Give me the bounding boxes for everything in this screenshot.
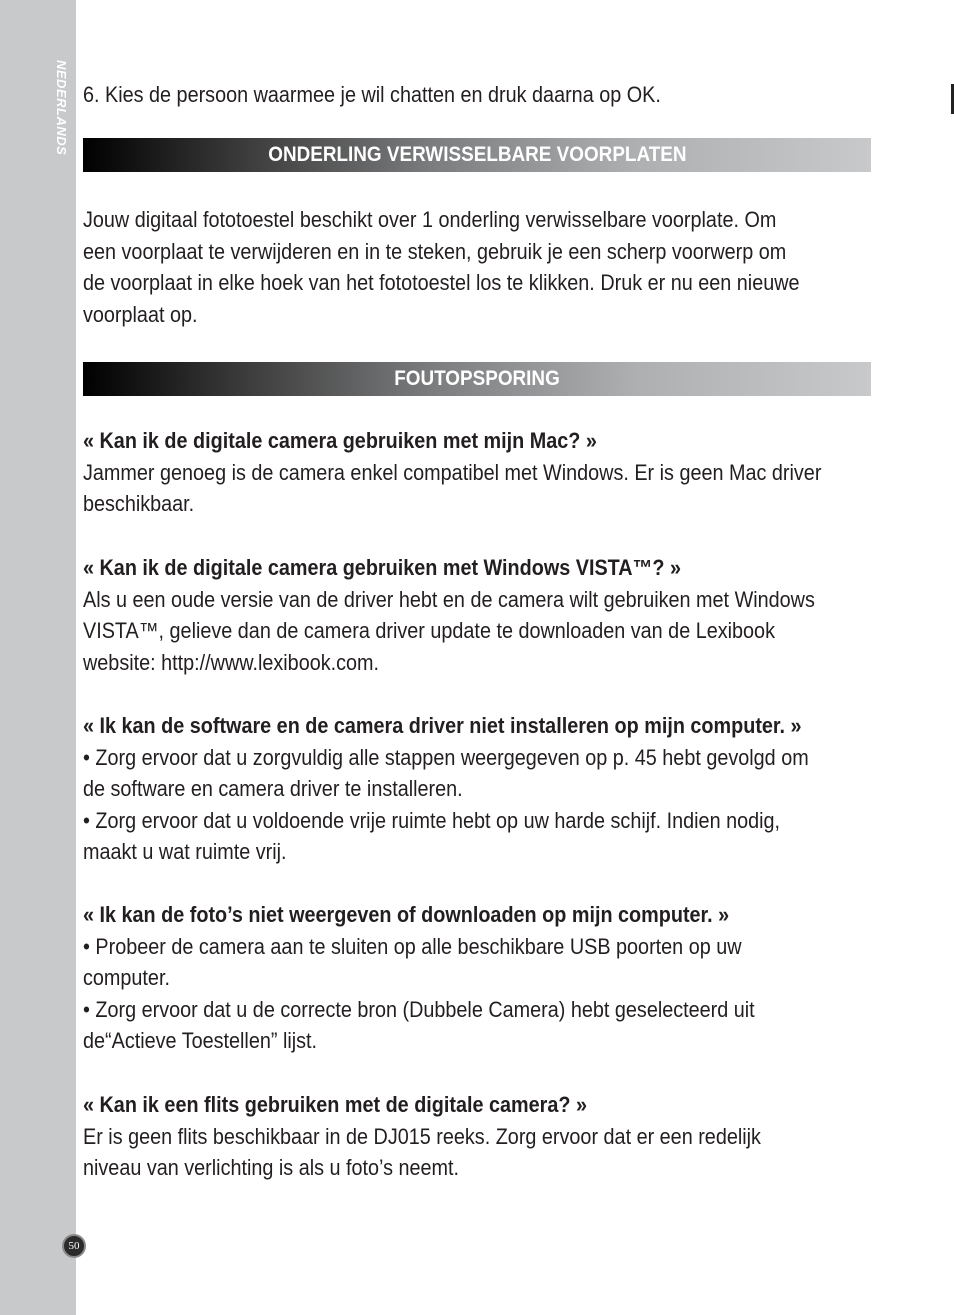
faq-item-install <box>83 710 873 868</box>
faq-question: « Ik kan de foto’s niet weergeven of downloaden op mijn computer. » <box>83 902 730 927</box>
faq-answer-line: website: http://www.lexibook.com. <box>83 649 380 675</box>
body-line: de voorplaat in elke hoek van het fototoestel los te klikken. Druk er nu een nieuwe <box>83 270 800 295</box>
faq-item-mac <box>83 425 873 520</box>
faq-answer-line: de software en camera driver te installeren. <box>83 776 463 801</box>
body-line: Jouw digitaal fototoestel beschikt over 1 onderling verwisselbare voorplate. Om <box>83 207 777 232</box>
faq-answer-line: • Zorg ervoor dat u voldoende vrije ruimte hebt op uw harde schijf. Indien nodig, <box>83 807 781 833</box>
body-line: een voorplaat te verwijderen en in te steken, gebruik je een scherp voorwerp om <box>83 238 787 264</box>
faq-answer-line: niveau van verlichting is als u foto’s neemt. <box>83 1155 460 1180</box>
faq-item-flash <box>83 1089 873 1184</box>
faq-question: « Ik kan de software en de camera driver niet installeren op mijn computer. » <box>83 713 802 738</box>
sidebar-strip <box>0 0 76 1315</box>
section-header-voorplaten <box>83 138 871 172</box>
body-line: voorplaat op. <box>83 301 198 327</box>
faq-answer-line: beschikbaar. <box>83 491 195 516</box>
faq-answer-line: • Probeer de camera aan te sluiten op alle beschikbare USB poorten op uw <box>83 933 742 959</box>
faq-answer-line: VISTA™, gelieve dan de camera driver update te downloaden van de Lexibook <box>83 618 775 643</box>
language-label: NEDERLANDS <box>54 60 69 156</box>
faq-question: « Kan ik de digitale camera gebruiken met Windows VISTA™? » <box>83 555 682 580</box>
step-6 <box>83 79 873 111</box>
faq-question: « Kan ik de digitale camera gebruiken met mijn Mac? » <box>83 428 597 453</box>
faq-answer-line: • Zorg ervoor dat u zorgvuldig alle stappen weergegeven op p. 45 hebt gevolgd om <box>83 744 809 770</box>
faq-answer-line: • Zorg ervoor dat u de correcte bron (Dubbele Camera) hebt geselecteerd uit <box>83 996 755 1022</box>
faq-answer-line: computer. <box>83 965 170 990</box>
page-number: 50 <box>62 1234 86 1258</box>
faq-item-vista <box>83 552 873 678</box>
faq-answer-line: de“Actieve Toestellen” lijst. <box>83 1028 318 1053</box>
section-body-voorplaten <box>83 204 873 330</box>
section-header-foutopsporing <box>83 362 871 396</box>
step-6-text: 6. Kies de persoon waarmee je wil chatten en druk daarna op OK. <box>83 82 661 107</box>
faq-answer-line: Jammer genoeg is de camera enkel compatibel met Windows. Er is geen Mac driver <box>83 459 822 485</box>
section-header-title: ONDERLING VERWISSELBARE VOORPLATEN <box>267 143 687 166</box>
faq-item-photos <box>83 899 873 1057</box>
section-header-title: FOUTOPSPORING <box>394 367 560 390</box>
faq-question: « Kan ik een flits gebruiken met de digitale camera? » <box>83 1092 587 1117</box>
faq-answer-line: maakt u wat ruimte vrij. <box>83 839 287 864</box>
faq-answer-line: Als u een oude versie van de driver hebt en de camera wilt gebruiken met Windows <box>83 586 815 612</box>
faq-answer-line: Er is geen flits beschikbaar in de DJ015 reeks. Zorg ervoor dat er een redelijk <box>83 1123 761 1149</box>
